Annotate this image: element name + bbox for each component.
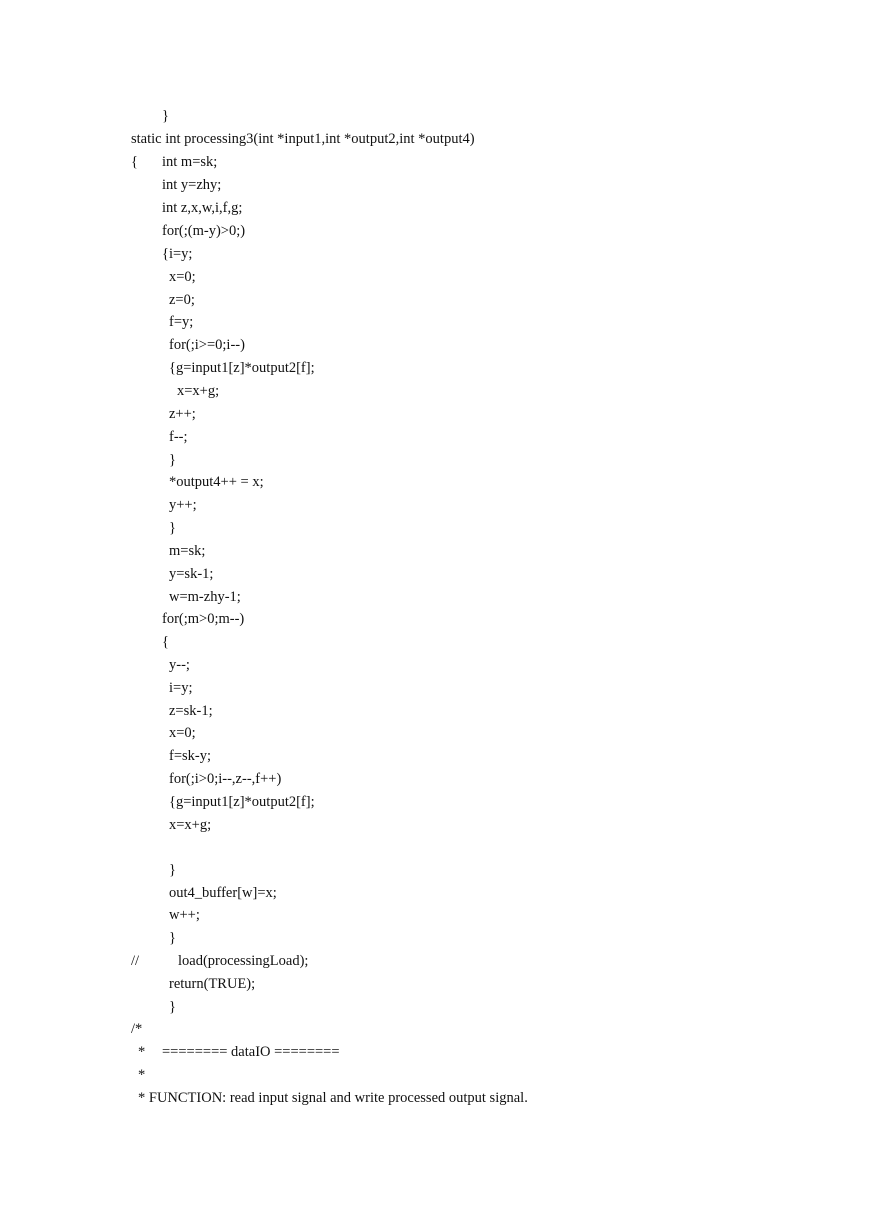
- code-line: f=sk-y;: [169, 748, 212, 764]
- code-line: {: [131, 154, 138, 170]
- code-line: }: [169, 930, 176, 946]
- code-line: int m=sk;: [162, 154, 218, 170]
- code-line: return(TRUE);: [169, 976, 256, 992]
- code-line: y=sk-1;: [169, 566, 214, 582]
- code-line: m=sk;: [169, 543, 206, 559]
- code-line: }: [169, 520, 176, 536]
- code-line: {i=y;: [162, 246, 193, 262]
- code-line: }: [169, 999, 176, 1015]
- code-line: f=y;: [169, 314, 194, 330]
- code-line: x=x+g;: [169, 817, 212, 833]
- code-line: }: [169, 862, 176, 878]
- code-line: out4_buffer[w]=x;: [169, 885, 277, 901]
- code-line: }: [162, 108, 169, 124]
- code-line: load(processingLoad);: [178, 953, 309, 969]
- code-line: z++;: [169, 406, 196, 422]
- code-line: x=0;: [169, 269, 196, 285]
- code-line: }: [169, 452, 176, 468]
- code-line: {g=input1[z]*output2[f];: [169, 360, 315, 376]
- comment-line: *: [138, 1044, 146, 1060]
- code-line: y--;: [169, 657, 190, 673]
- code-line: z=0;: [169, 292, 195, 308]
- code-line: {g=input1[z]*output2[f];: [169, 794, 315, 810]
- code-line: i=y;: [169, 680, 193, 696]
- code-line: y++;: [169, 497, 197, 513]
- function-signature: static int processing3(int *input1,int *output2,int *output4): [131, 131, 475, 147]
- code-line: int z,x,w,i,f,g;: [162, 200, 243, 216]
- comment-line: *: [138, 1067, 146, 1083]
- code-line: for(;i>0;i--,z--,f++): [169, 771, 282, 787]
- code-line: for(;(m-y)>0;): [162, 223, 246, 239]
- function-description: * FUNCTION: read input signal and write processed output signal.: [138, 1090, 528, 1106]
- comment-line: /*: [131, 1021, 143, 1037]
- section-title: ======== dataIO ========: [162, 1044, 340, 1060]
- code-line: w++;: [169, 907, 200, 923]
- comment-marker: //: [131, 953, 140, 969]
- code-line: for(;i>=0;i--): [169, 337, 245, 353]
- code-line: *output4++ = x;: [169, 474, 264, 490]
- code-line: x=x+g;: [177, 383, 220, 399]
- code-line: for(;m>0;m--): [162, 611, 245, 627]
- code-line: x=0;: [169, 725, 196, 741]
- code-line: w=m-zhy-1;: [169, 589, 241, 605]
- code-line: int y=zhy;: [162, 177, 222, 193]
- code-line: z=sk-1;: [169, 703, 213, 719]
- code-line: f--;: [169, 429, 188, 445]
- code-line: {: [162, 634, 169, 650]
